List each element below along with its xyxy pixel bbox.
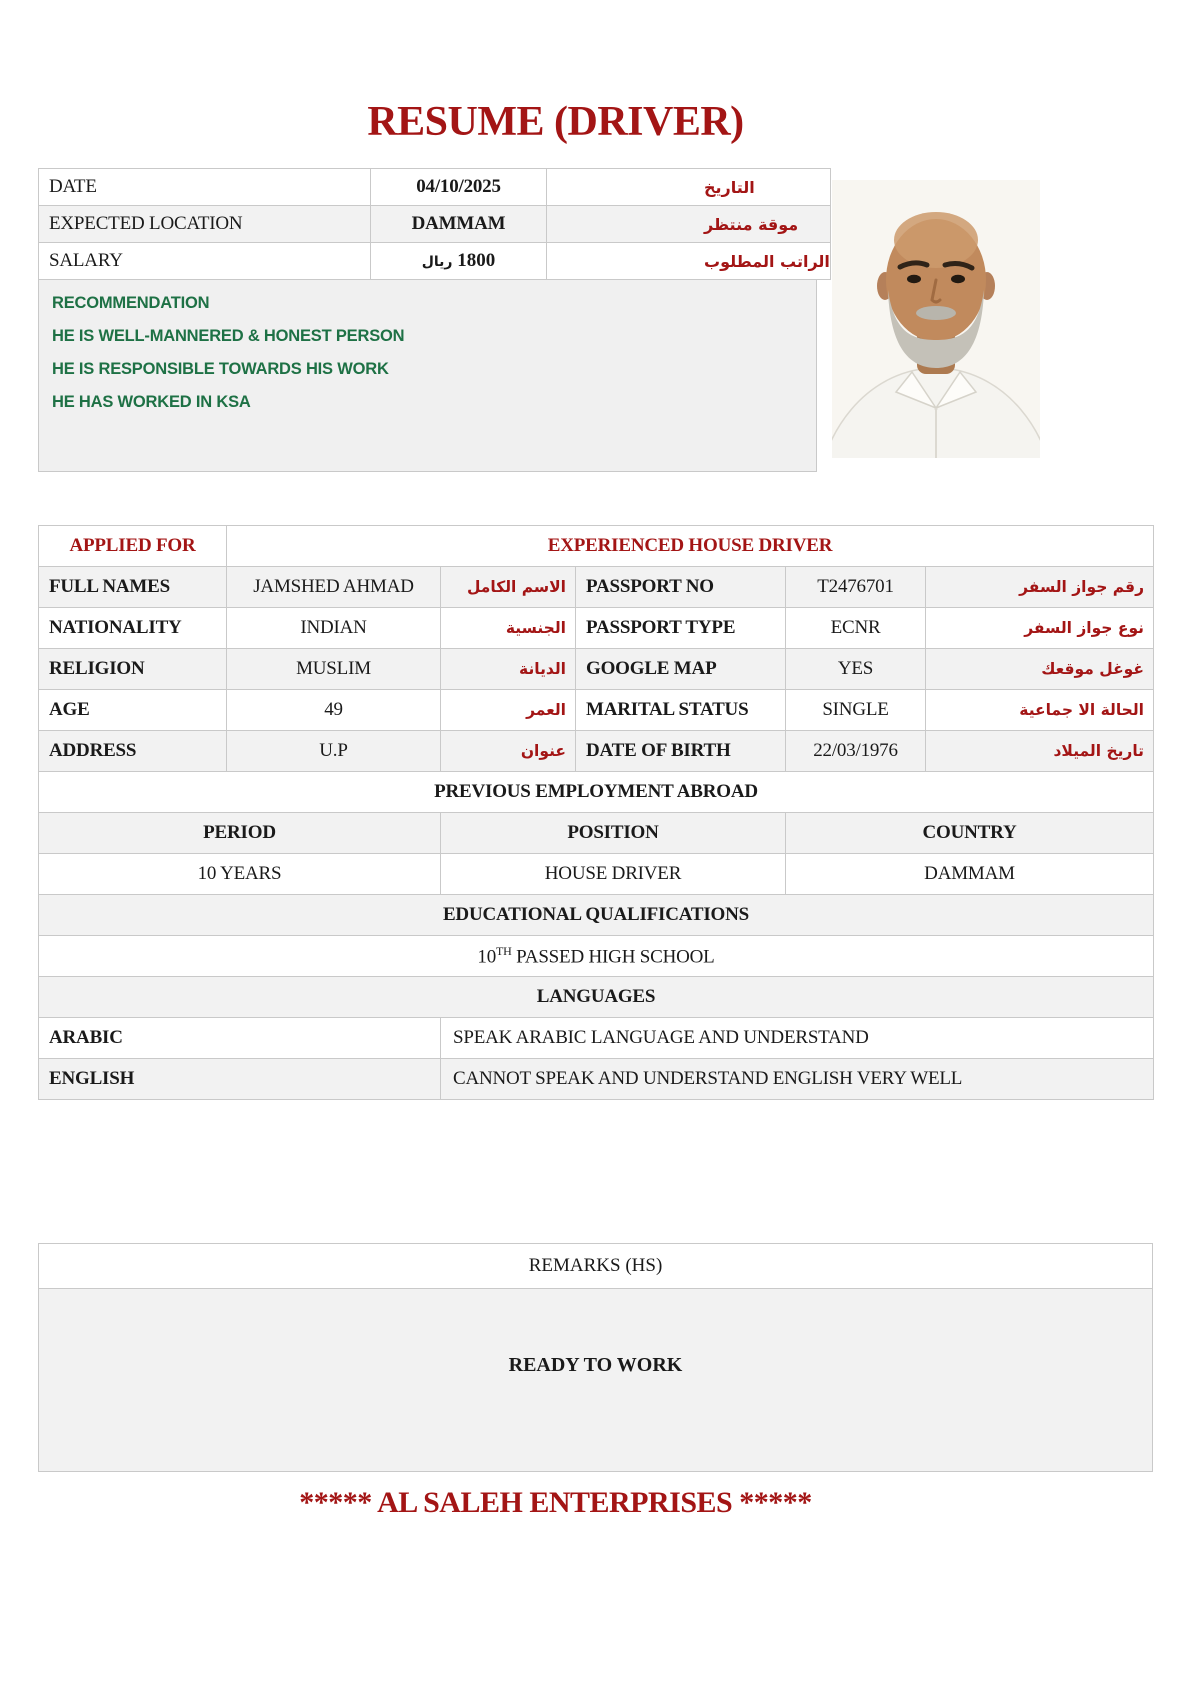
field-label-arabic: الحالة الا جماعية bbox=[1019, 701, 1144, 719]
employment-column-period: PERIOD bbox=[39, 813, 441, 854]
field-value: U.P bbox=[227, 731, 441, 772]
education-value-ordinal: TH bbox=[496, 943, 512, 958]
info-label-location: EXPECTED LOCATION bbox=[39, 206, 371, 243]
info-label-location-arabic: موقة منتظر bbox=[704, 214, 799, 234]
field-label-arabic: العمر bbox=[526, 701, 566, 719]
top-info-table bbox=[38, 168, 831, 280]
field-value: T2476701 bbox=[786, 567, 926, 608]
info-value-location: DAMMAM bbox=[371, 206, 547, 243]
previous-employment-heading-row bbox=[39, 772, 1154, 813]
field-value: ECNR bbox=[786, 608, 926, 649]
field-label: PASSPORT NO bbox=[576, 567, 786, 608]
field-value: YES bbox=[786, 649, 926, 690]
employment-country: DAMMAM bbox=[786, 854, 1154, 895]
info-label-salary: SALARY bbox=[39, 243, 371, 280]
top-info-section bbox=[38, 168, 1153, 472]
remarks-heading: REMARKS (HS) bbox=[39, 1244, 1153, 1289]
remarks-value-row bbox=[39, 1289, 1153, 1472]
employment-columns-row bbox=[39, 813, 1154, 854]
education-value-text: PASSED HIGH SCHOOL bbox=[511, 946, 715, 968]
education-value-number: 10 bbox=[477, 946, 497, 968]
salary-currency: ريال bbox=[421, 254, 453, 270]
section-heading-education: EDUCATIONAL QUALIFICATIONS bbox=[39, 895, 1154, 936]
info-row-salary bbox=[39, 243, 831, 280]
info-row-date bbox=[39, 169, 831, 206]
education-value-row bbox=[39, 936, 1154, 977]
detail-row-nationality bbox=[39, 608, 1154, 649]
field-value: SINGLE bbox=[786, 690, 926, 731]
employment-values-row bbox=[39, 854, 1154, 895]
company-footer: ***** AL SALEH ENTERPRISES ***** bbox=[299, 1486, 812, 1519]
language-value: SPEAK ARABIC LANGUAGE AND UNDERSTAND bbox=[441, 1018, 1154, 1059]
field-label-arabic: عنوان bbox=[520, 742, 566, 760]
detail-row-address bbox=[39, 731, 1154, 772]
employment-column-position: POSITION bbox=[441, 813, 786, 854]
recommendation-line: HE HAS WORKED IN KSA bbox=[52, 393, 251, 411]
field-label: NATIONALITY bbox=[39, 608, 227, 649]
field-label-arabic: تاريخ الميلاد bbox=[1053, 742, 1144, 760]
detail-row-full-names bbox=[39, 567, 1154, 608]
field-value: MUSLIM bbox=[227, 649, 441, 690]
applied-for-label: APPLIED FOR bbox=[39, 526, 227, 567]
employment-position: HOUSE DRIVER bbox=[441, 854, 786, 895]
language-label: ARABIC bbox=[39, 1018, 441, 1059]
remarks-table bbox=[38, 1243, 1153, 1472]
section-heading-previous-employment: PREVIOUS EMPLOYMENT ABROAD bbox=[39, 772, 1154, 813]
field-label-arabic: رقم جواز السفر bbox=[1019, 578, 1144, 596]
language-row-arabic bbox=[39, 1018, 1154, 1059]
recommendation-heading: RECOMMENDATION bbox=[52, 294, 210, 312]
field-label: GOOGLE MAP bbox=[576, 649, 786, 690]
field-label: MARITAL STATUS bbox=[576, 690, 786, 731]
applied-for-row bbox=[39, 526, 1154, 567]
employment-period: 10 YEARS bbox=[39, 854, 441, 895]
info-row-expected-location bbox=[39, 206, 831, 243]
field-label: FULL NAMES bbox=[39, 567, 227, 608]
info-value-salary bbox=[371, 243, 547, 280]
applicant-details-table bbox=[38, 525, 1154, 1100]
education-heading-row bbox=[39, 895, 1154, 936]
field-value: INDIAN bbox=[227, 608, 441, 649]
education-value bbox=[39, 936, 1154, 977]
field-value: 22/03/1976 bbox=[786, 731, 926, 772]
recommendation-box bbox=[38, 280, 817, 472]
detail-row-religion bbox=[39, 649, 1154, 690]
field-value: 49 bbox=[227, 690, 441, 731]
recommendation-line: HE IS WELL-MANNERED & HONEST PERSON bbox=[52, 327, 405, 345]
detail-row-age bbox=[39, 690, 1154, 731]
field-label: DATE OF BIRTH bbox=[576, 731, 786, 772]
field-label: AGE bbox=[39, 690, 227, 731]
info-label-date: DATE bbox=[39, 169, 371, 206]
field-label: ADDRESS bbox=[39, 731, 227, 772]
language-value: CANNOT SPEAK AND UNDERSTAND ENGLISH VERY WELL bbox=[441, 1059, 1154, 1100]
field-label: RELIGION bbox=[39, 649, 227, 690]
remarks-value: READY TO WORK bbox=[39, 1289, 1153, 1472]
remarks-heading-row bbox=[39, 1244, 1153, 1289]
resume-document bbox=[38, 0, 1153, 1520]
info-value-date: 04/10/2025 bbox=[371, 169, 547, 206]
field-value: JAMSHED AHMAD bbox=[227, 567, 441, 608]
applied-for-value: EXPERIENCED HOUSE DRIVER bbox=[227, 526, 1154, 567]
employment-column-country: COUNTRY bbox=[786, 813, 1154, 854]
language-row-english bbox=[39, 1059, 1154, 1100]
recommendation-line: HE IS RESPONSIBLE TOWARDS HIS WORK bbox=[52, 360, 389, 378]
field-label-arabic: الجنسية bbox=[505, 619, 566, 637]
document-title: RESUME (DRIVER) bbox=[367, 99, 744, 145]
field-label-arabic: الاسم الكامل bbox=[466, 578, 566, 596]
field-label: PASSPORT TYPE bbox=[576, 608, 786, 649]
info-label-date-arabic: التاريخ bbox=[704, 177, 755, 197]
section-heading-languages: LANGUAGES bbox=[39, 977, 1154, 1018]
field-label-arabic: نوع جواز السفر bbox=[1024, 619, 1144, 637]
language-label: ENGLISH bbox=[39, 1059, 441, 1100]
field-label-arabic: الديانة bbox=[519, 660, 566, 678]
salary-amount: 1800 bbox=[457, 250, 496, 271]
info-label-salary-arabic: الراتب المطلوب bbox=[704, 251, 830, 271]
candidate-photo bbox=[832, 180, 1040, 458]
field-label-arabic: غوغل موقعك bbox=[1041, 660, 1144, 678]
languages-heading-row bbox=[39, 977, 1154, 1018]
